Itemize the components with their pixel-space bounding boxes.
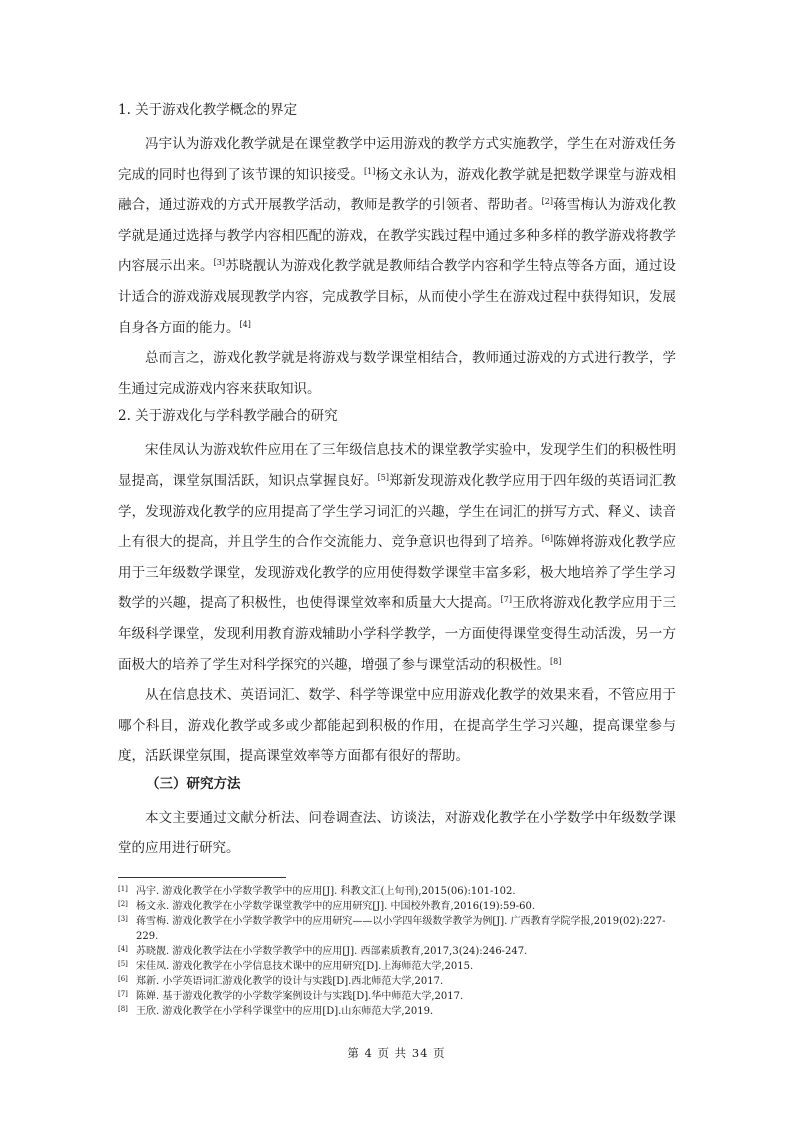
section-heading: 1. 关于游戏化教学概念的界定 <box>118 102 298 118</box>
section-heading: 2. 关于游戏化与学科教学融合的研究 <box>118 408 338 425</box>
footnote-item <box>118 944 678 959</box>
footnote-mark: [2] <box>118 900 128 908</box>
body-paragraph <box>118 129 676 343</box>
footnote-mark: [3] <box>118 915 128 923</box>
footnote-item <box>118 974 678 989</box>
footnote-text: 苏晓靓. 游戏化教学法在小学数学教学中的应用[J]. 西部素质教育,2017,3(24):246-247. <box>136 946 528 957</box>
citation-marker: [5] <box>377 472 390 482</box>
footnote-item <box>118 1004 678 1019</box>
footnote-mark: [6] <box>118 975 128 983</box>
paragraph-text: 宋佳凤认为游戏软件应用在了三年级信息技术的课堂教学实验中，发现学生们的积极性明显提高，课堂氛围活跃，知识点掌握良好。 <box>118 442 676 489</box>
body-content <box>118 100 676 864</box>
footnote-item <box>118 989 678 1004</box>
paragraph-text: 郑新发现游戏化教学应用于四年级的英语词汇教学，发现游戏化教学的应用提高了学生学习词汇的兴趣，学生在词汇的拼写方式、释义、读音上有很大的提高，并且学生的合作交流能力、竞争意识也得到了培养。 <box>118 472 677 551</box>
footnote-text: 杨文永. 游戏化教学在小学数学课堂教学中的应用研究[J]. 中国校外教育,2016(19):59-60. <box>136 901 536 912</box>
footnotes <box>118 884 678 1019</box>
footnote-text: 蒋雪梅. 游戏化教学在小学数学教学中的应用研究——以小学四年级数学教学为例[J]. 广西教育学院学报,2019(02):227-229. <box>136 916 666 942</box>
footnote-item <box>118 959 678 974</box>
citation-marker: [7] <box>500 595 513 605</box>
footnote-text: 陈婵. 基于游戏化教学的小学数学案例设计与实践[D].华中师范大学,2017. <box>136 991 464 1002</box>
paragraph-text: 陈婵将游戏化教学应用于三年级数学课堂，发现游戏化教学的应用使得数学课堂丰富多彩，极大地培养了学生学习数学的兴趣，提高了积极性，也使得课堂效率和质量大大提高。 <box>118 534 677 612</box>
footnote-text: 冯宇. 游戏化教学在小学数学教学中的应用[J]. 科教文汇(上旬刊),2015(06):101-102. <box>136 886 516 897</box>
body-paragraph <box>118 803 676 864</box>
footnote-text: 王欣. 游戏化教学在小学科学课堂中的应用[D].山东师范大学,2019. <box>136 1006 434 1017</box>
section-heading: （三）研究方法 <box>146 775 241 792</box>
footnote-divider <box>118 877 286 878</box>
footnote-text: 郑新. 小学英语词汇游戏化教学的设计与实践[D].西北师范大学,2017. <box>136 976 444 987</box>
paragraph-text: 总而言之，游戏化教学就是将游戏与数学课堂相结合，教师通过游戏的方式进行教学，学生通过完成游戏内容来获取知识。 <box>118 350 676 397</box>
paragraph-text: 苏晓靓认为游戏化教学就是教师结合教学内容和学生特点等各方面，通过设计适合的游戏游戏展现教学内容，完成教学目标，从而使小学生在游戏过程中获得知识，发展自身各方面的能力。 <box>118 258 677 336</box>
footnote-item <box>118 914 678 944</box>
paragraph-text: 王欣将游戏化教学应用于三年级科学课堂，发现利用教育游戏辅助小学科学教学，一方面使得课堂变得生动活泼，另一方面极大的培养了学生对科学探究的兴趣，增强了参与课堂活动的积极性。 <box>118 595 677 673</box>
footnote-item <box>118 899 678 914</box>
paragraph-text: 杨文永认为，游戏化教学就是把数学课堂与游戏相融合，通过游戏的方式开展教学活动，教师是教学的引领者、帮助者。 <box>118 166 677 214</box>
page-number: 第 4 页 共 34 页 <box>347 1046 446 1060</box>
citation-marker: [3] <box>213 258 226 268</box>
paragraph-text: 蒋雪梅认为游戏化教学就是通过选择与教学内容相匹配的游戏，在教学实践过程中通过多种多样的教学游戏将教学内容展示出来。 <box>118 197 677 275</box>
paragraph-text: 从在信息技术、英语词汇、数学、科学等课堂中应用游戏化教学的效果来看，不管应用于哪个科目，游戏化教学或多或少都能起到积极的作用，在提高学生学习兴趣，提高课堂参与度，活跃课堂氛围，提高课堂效率等方面都有很好的帮助。 <box>118 687 676 765</box>
footnote-mark: [1] <box>118 885 128 893</box>
citation-marker: [2] <box>541 197 554 207</box>
citation-marker: [8] <box>550 656 562 666</box>
body-paragraph <box>118 435 676 680</box>
paragraph-text: 冯宇认为游戏化教学就是在课堂教学中运用游戏的教学方式实施教学，学生在对游戏任务完成的同时也得到了该节课的知识接受。 <box>118 136 676 183</box>
footnote-mark: [7] <box>118 990 128 998</box>
citation-marker: [6] <box>541 534 554 544</box>
footnote-text: 宋佳凤. 游戏化教学在小学信息技术课中的应用研究[D].上海师范大学,2015. <box>136 961 474 972</box>
citation-marker: [1] <box>364 166 376 176</box>
footnote-mark: [4] <box>118 945 128 953</box>
body-paragraph <box>118 343 676 404</box>
body-paragraph <box>118 680 676 772</box>
footnote-mark: [5] <box>118 960 128 968</box>
paragraph-text: 本文主要通过文献分析法、问卷调查法、访谈法，对游戏化教学在小学数学中年级数学课堂的应用进行研究。 <box>118 809 676 857</box>
footnote-mark: [8] <box>118 1005 128 1013</box>
footnote-item <box>118 884 678 899</box>
citation-marker: [4] <box>239 319 251 329</box>
